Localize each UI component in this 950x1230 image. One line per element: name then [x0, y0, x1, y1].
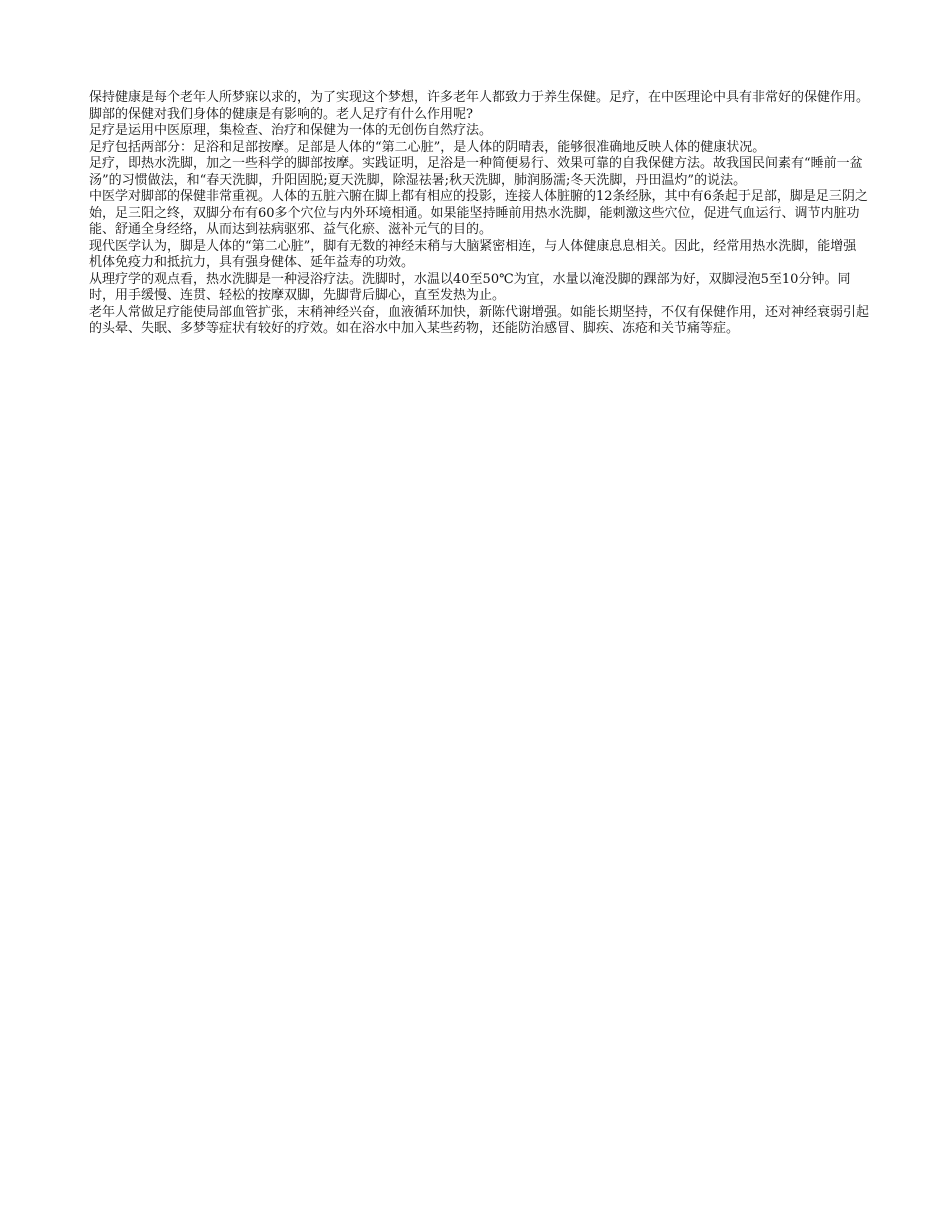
article-body [89, 90, 869, 338]
paragraph-folk-sayings: 足疗，即热水洗脚，加之一些科学的脚部按摩。实践证明，足浴是一种简便易行、效果可靠的自我保健方法。故我国民间素有“睡前一盆汤”的习惯做法，和“春天洗脚，升阳固脱;夏天洗脚，除湿祛暑;秋天洗脚，肺润肠濡;冬天洗脚，丹田温灼”的说法。 [89, 156, 863, 188]
paragraph-physiotherapy: 从理疗学的观点看，热水洗脚是一种浸浴疗法。洗脚时，水温以40至50℃为宜，水量以淹没脚的踝部为好，双脚浸泡5至10分钟。同时，用手缓慢、连贯、轻松的按摩双脚，先脚背后脚心，直至发热为止。 [89, 271, 851, 303]
paragraph-components: 足疗包括两部分：足浴和足部按摩。足部是人体的“第二心脏”，是人体的阴晴表，能够很准确地反映人体的健康状况。 [89, 139, 766, 155]
paragraph-intro: 保持健康是每个老年人所梦寐以求的，为了实现这个梦想，许多老年人都致力于养生保健。足疗，在中医理论中具有非常好的保健作用。脚部的保健对我们身体的健康是有影响的。老人足疗有什么作用呢? [89, 90, 870, 122]
paragraph-tcm-view: 中医学对脚部的保健非常重视。人体的五脏六腑在脚上都有相应的投影，连接人体脏腑的12条经脉，其中有6条起于足部，脚是足三阴之始，足三阳之终，双脚分布有60多个穴位与内外环境相通。如果能坚持睡前用热水洗脚，能刺激这些穴位，促进气血运行、调节内脏功能、舒通全身经络，从而达到祛病驱邪、益气化瘀、滋补元气的目的。 [89, 189, 868, 237]
paragraph-benefits: 老年人常做足疗能使局部血管扩张，末稍神经兴奋，血液循环加快，新陈代谢增强。如能长期坚持，不仅有保健作用，还对神经衰弱引起的头晕、失眠、多梦等症状有较好的疗效。如在浴水中加入某些药物，还能防治感冒、脚疾、冻疮和关节痛等症。 [89, 304, 870, 336]
paragraph-definition: 足疗是运用中医原理，集检查、治疗和保健为一体的无创伤自然疗法。 [89, 123, 493, 138]
paragraph-modern-medicine: 现代医学认为，脚是人体的“第二心脏”，脚有无数的神经末稍与大脑紧密相连，与人体健康息息相关。因此，经常用热水洗脚，能增强机体免疫力和抵抗力，具有强身健体、延年益寿的功效。 [89, 238, 857, 270]
